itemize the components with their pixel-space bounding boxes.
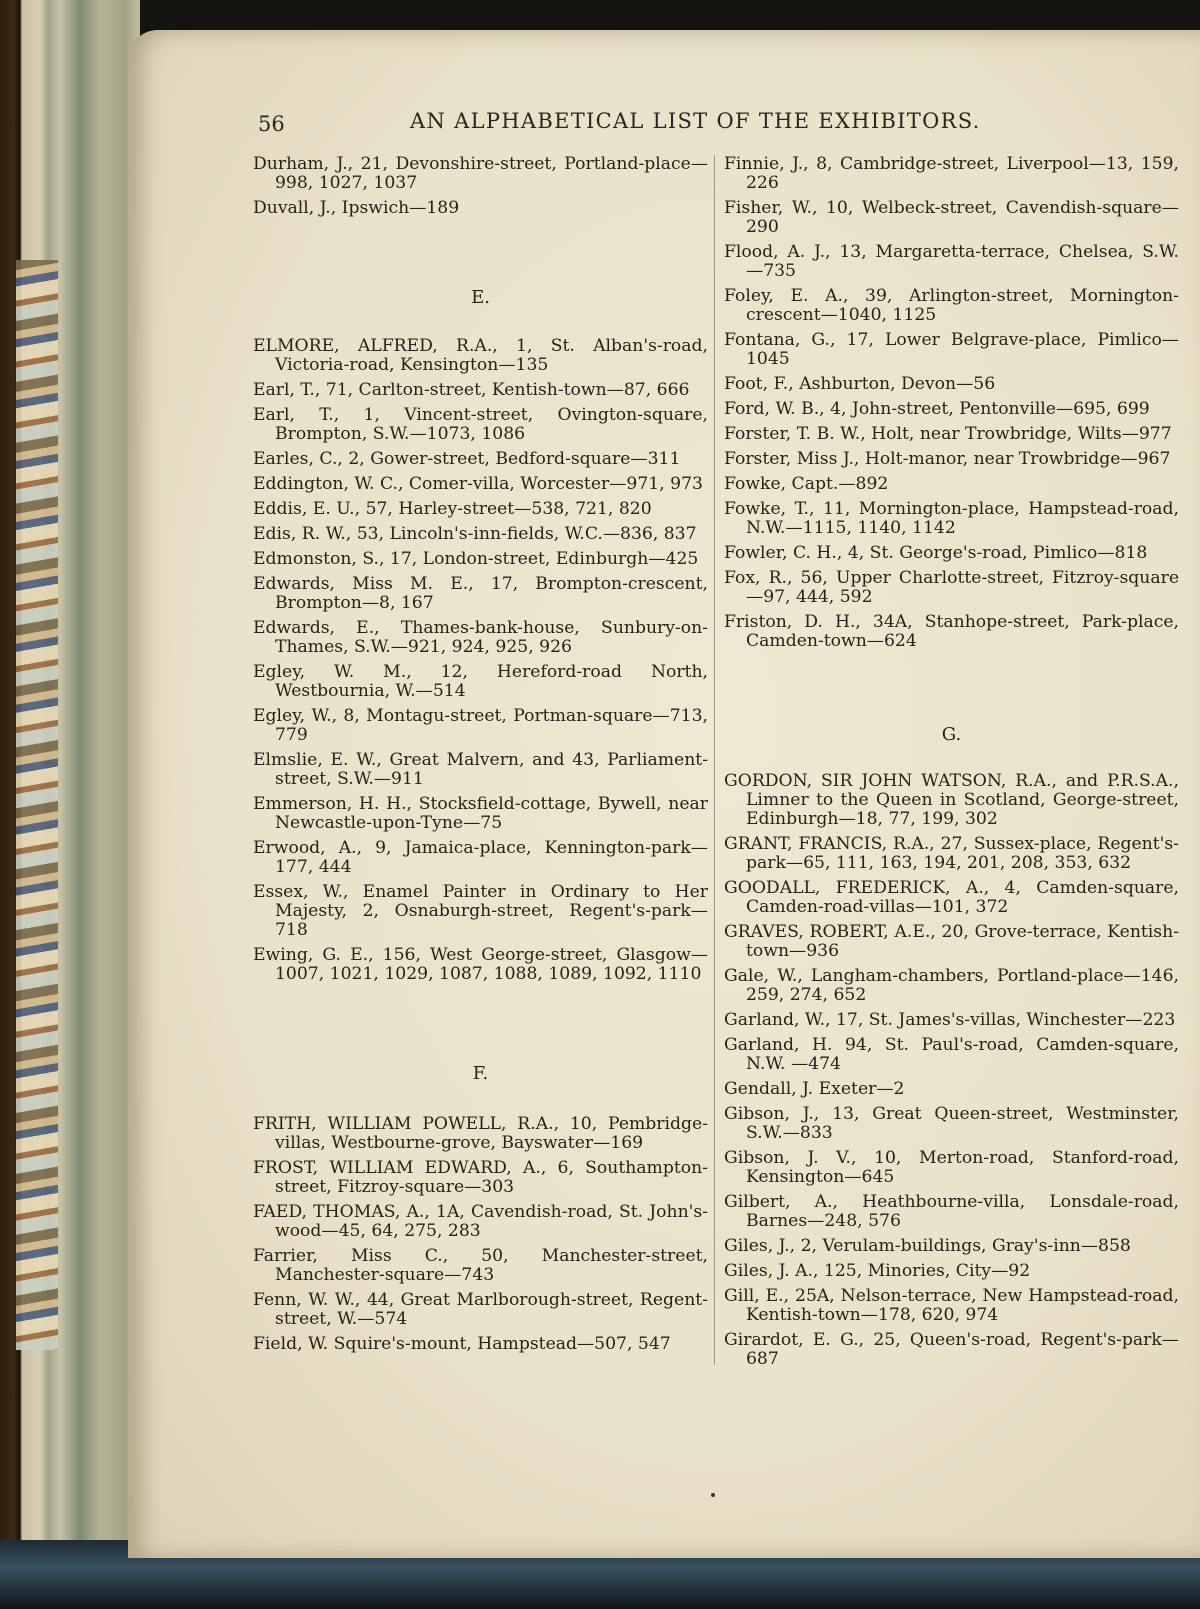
exhibitor-entry: Ford, W. B., 4, John-street, Pentonville—695, 699 bbox=[724, 399, 1150, 419]
exhibitor-entry: Essex, W., Enamel Painter in Ordinary to Her Majesty, 2, Osnaburgh-street, Regent's-park—718 bbox=[253, 882, 708, 940]
exhibitor-entry: FAED, THOMAS, A., 1A, Cavendish-road, St. John's-wood—45, 64, 275, 283 bbox=[253, 1202, 708, 1241]
exhibitor-entry: Giles, J., 2, Verulam-buildings, Gray's-inn—858 bbox=[724, 1236, 1131, 1256]
exhibitor-entry: Gale, W., Langham-chambers, Portland-place—146, 259, 274, 652 bbox=[724, 966, 1179, 1005]
exhibitor-entry: Edis, R. W., 53, Lincoln's-inn-fields, W.C.—836, 837 bbox=[253, 524, 697, 544]
exhibitor-entry: Eddis, E. U., 57, Harley-street—538, 721, 820 bbox=[253, 499, 652, 519]
entry-list-f bbox=[253, 1115, 708, 1354]
exhibitor-entry: FROST, WILLIAM EDWARD, A., 6, Southampton-street, Fitzroy-square—303 bbox=[253, 1158, 708, 1197]
exhibitor-entry: Earl, T., 71, Carlton-street, Kentish-town—87, 666 bbox=[253, 380, 690, 400]
entry-list-g bbox=[724, 772, 1179, 1369]
exhibitor-entry: Fowke, Capt.—892 bbox=[724, 474, 889, 494]
section-heading-e: E. bbox=[471, 287, 490, 308]
entry-list-e bbox=[253, 337, 708, 984]
running-head: AN ALPHABETICAL LIST OF THE EXHIBITORS. bbox=[410, 109, 981, 133]
exhibitor-entry: Erwood, A., 9, Jamaica-place, Kennington-park—177, 444 bbox=[253, 838, 708, 877]
section-heading-f: F. bbox=[472, 1063, 489, 1084]
exhibitor-entry: Forster, Miss J., Holt-manor, near Trowbridge—967 bbox=[724, 449, 1171, 469]
exhibitor-entry: Elmslie, E. W., Great Malvern, and 43, Parliament-street, S.W.—911 bbox=[253, 750, 708, 789]
exhibitor-entry: Earles, C., 2, Gower-street, Bedford-square—311 bbox=[253, 449, 681, 469]
exhibitor-entry: Durham, J., 21, Devonshire-street, Portland-place—998, 1027, 1037 bbox=[253, 154, 708, 193]
entry-list-d bbox=[253, 155, 708, 218]
exhibitor-entry: Friston, D. H., 34A, Stanhope-street, Park-place, Camden-town—624 bbox=[724, 612, 1179, 651]
exhibitor-entry: Fisher, W., 10, Welbeck-street, Cavendish-square—290 bbox=[724, 198, 1179, 237]
exhibitor-entry: Fowke, T., 11, Mornington-place, Hampstead-road, N.W.—1115, 1140, 1142 bbox=[724, 499, 1179, 538]
exhibitor-entry: Fontana, G., 17, Lower Belgrave-place, Pimlico—1045 bbox=[724, 330, 1179, 369]
page-number: 56 bbox=[258, 112, 285, 136]
exhibitor-entry: Duvall, J., Ipswich—189 bbox=[253, 198, 460, 218]
exhibitor-entry: Emmerson, H. H., Stocksfield-cottage, Bywell, near Newcastle-upon-Tyne—75 bbox=[253, 794, 708, 833]
exhibitor-entry: Fox, R., 56, Upper Charlotte-street, Fitzroy-square—97, 444, 592 bbox=[724, 568, 1179, 607]
marbled-page-edge bbox=[16, 260, 58, 1350]
entry-list-f-cont bbox=[724, 155, 1179, 651]
exhibitor-entry: Forster, T. B. W., Holt, near Trowbridge, Wilts—977 bbox=[724, 424, 1172, 444]
section-heading-g: G. bbox=[941, 724, 962, 745]
exhibitor-entry: Finnie, J., 8, Cambridge-street, Liverpool—13, 159, 226 bbox=[724, 154, 1179, 193]
exhibitor-entry: Flood, A. J., 13, Margaretta-terrace, Chelsea, S.W. —735 bbox=[724, 242, 1179, 281]
right-column bbox=[724, 155, 1179, 1375]
exhibitor-entry: Earl, T., 1, Vincent-street, Ovington-square, Brompton, S.W.—1073, 1086 bbox=[253, 405, 708, 444]
page-blemish bbox=[711, 1493, 715, 1497]
exhibitor-entry: Gibson, J., 13, Great Queen-street, Westminster, S.W.—833 bbox=[724, 1104, 1179, 1143]
exhibitor-entry: Garland, H. 94, St. Paul's-road, Camden-square, N.W. —474 bbox=[724, 1035, 1179, 1074]
exhibitor-entry: Edwards, E., Thames-bank-house, Sunbury-on-Thames, S.W.—921, 924, 925, 926 bbox=[253, 618, 708, 657]
exhibitor-entry: Gendall, J. Exeter—2 bbox=[724, 1079, 905, 1099]
exhibitor-entry: Foot, F., Ashburton, Devon—56 bbox=[724, 374, 996, 394]
exhibitor-entry: GRANT, FRANCIS, R.A., 27, Sussex-place, Regent's-park—65, 111, 163, 194, 201, 208, 353, 632 bbox=[724, 834, 1179, 873]
exhibitor-entry: Eddington, W. C., Comer-villa, Worcester—971, 973 bbox=[253, 474, 703, 494]
left-column bbox=[253, 155, 708, 1360]
exhibitor-entry: Egley, W. M., 12, Hereford-road North, Westbournia, W.—514 bbox=[253, 662, 708, 701]
exhibitor-entry: Gilbert, A., Heathbourne-villa, Lonsdale-road, Barnes—248, 576 bbox=[724, 1192, 1179, 1231]
exhibitor-entry: Egley, W., 8, Montagu-street, Portman-square—713, 779 bbox=[253, 706, 708, 745]
exhibitor-entry: Fowler, C. H., 4, St. George's-road, Pimlico—818 bbox=[724, 543, 1148, 563]
exhibitor-entry: Edwards, Miss M. E., 17, Brompton-crescent, Brompton—8, 167 bbox=[253, 574, 708, 613]
exhibitor-entry: GOODALL, FREDERICK, A., 4, Camden-square, Camden-road-villas—101, 372 bbox=[724, 878, 1179, 917]
exhibitor-entry: Foley, E. A., 39, Arlington-street, Mornington-crescent—1040, 1125 bbox=[724, 286, 1179, 325]
exhibitor-entry: GORDON, SIR JOHN WATSON, R.A., and P.R.S.A., Limner to the Queen in Scotland, George-street, Edinburgh—18, 77, 199, 302 bbox=[724, 771, 1179, 829]
exhibitor-entry: GRAVES, ROBERT, A.E., 20, Grove-terrace, Kentish-town—936 bbox=[724, 922, 1179, 961]
exhibitor-entry: Farrier, Miss C., 50, Manchester-street, Manchester-square—743 bbox=[253, 1246, 708, 1285]
exhibitor-entry: Fenn, W. W., 44, Great Marlborough-street, Regent-street, W.—574 bbox=[253, 1290, 708, 1329]
exhibitor-entry: Ewing, G. E., 156, West George-street, Glasgow—1007, 1021, 1029, 1087, 1088, 1089, 1092, 1110 bbox=[253, 945, 708, 984]
column-divider bbox=[714, 155, 715, 1365]
exhibitor-entry: Garland, W., 17, St. James's-villas, Winchester—223 bbox=[724, 1010, 1176, 1030]
exhibitor-entry: Gibson, J. V., 10, Merton-road, Stanford-road, Kensington—645 bbox=[724, 1148, 1179, 1187]
exhibitor-entry: Giles, J. A., 125, Minories, City—92 bbox=[724, 1261, 1031, 1281]
exhibitor-entry: FRITH, WILLIAM POWELL, R.A., 10, Pembridge-villas, Westbourne-grove, Bayswater—169 bbox=[253, 1114, 708, 1153]
exhibitor-entry: Edmonston, S., 17, London-street, Edinburgh—425 bbox=[253, 549, 699, 569]
exhibitor-entry: Girardot, E. G., 25, Queen's-road, Regent's-park—687 bbox=[724, 1330, 1179, 1369]
exhibitor-entry: ELMORE, ALFRED, R.A., 1, St. Alban's-road, Victoria-road, Kensington—135 bbox=[253, 336, 708, 375]
exhibitor-entry: Field, W. Squire's-mount, Hampstead—507, 547 bbox=[253, 1334, 671, 1354]
exhibitor-entry: Gill, E., 25A, Nelson-terrace, New Hampstead-road, Kentish-town—178, 620, 974 bbox=[724, 1286, 1179, 1325]
